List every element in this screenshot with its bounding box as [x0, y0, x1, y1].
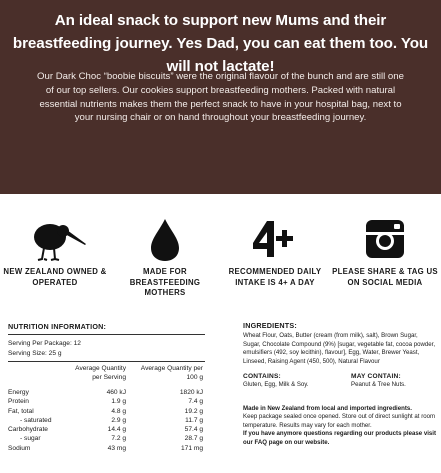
feature-label: NEW ZEALAND OWNED & OPERATED [3, 267, 107, 287]
ingredients-text: Wheat Flour, Oats, Butter (cream (from milk), salt), Brown Sugar, Sugar, Chocolate Compound (9%) [sugar, vegetable fat, cocoa powder, emulsifiers (492, soy lecithin), flavour], Egg, Water, Brewer Yeast, Linseed, Raising Agent (450, 500), Natural Flavour [243, 332, 436, 365]
per-100g-value: 19.2 g [184, 407, 203, 415]
per-serving-value: 1.9 g [111, 398, 126, 406]
nutrition-rows [8, 388, 205, 453]
per-serving-value: 2.9 g [111, 416, 126, 424]
instagram-icon[interactable] [330, 217, 440, 263]
storage-note: Keep package sealed once opened. Store out of direct sunlight at room temperature. Results may vary for each mother. [243, 413, 436, 429]
contains-title: CONTAINS: [243, 373, 281, 381]
per-100g-value: 171 mg [181, 444, 203, 452]
made-in-note: Made in New Zealand from local and imported ingredients. [243, 405, 412, 413]
nutrient-name: Protein [8, 398, 29, 406]
per-100g-value: 11.7 g [185, 416, 203, 424]
kiwi-bird-icon [0, 217, 110, 263]
hero-title: An ideal snack to support new Mums and their breastfeeding journey. Yes Dad, you can eat them too. You will not lactate! [12, 12, 429, 75]
four-plus-icon [220, 217, 330, 263]
per-100g-value: 28.7 g [184, 435, 203, 443]
nutrient-name: Energy [8, 389, 29, 396]
per-100g-value: 1820 kJ [179, 389, 203, 396]
per-100g-value: 7.4 g [188, 398, 203, 406]
ingredients-title: INGREDIENTS: [243, 321, 297, 330]
table-row [8, 444, 205, 453]
table-row [8, 388, 205, 397]
feature-label: MADE FOR BREASTFEEDING MOTHERS [129, 267, 201, 297]
may-contain-block [351, 373, 406, 390]
per-serving-value: 4.8 g [111, 407, 126, 415]
per-serving-value: 7.2 g [111, 435, 126, 443]
faq-note[interactable]: If you have anymore questions regarding our products please visit our FAQ page on our website. [243, 430, 437, 446]
milk-drop-icon [110, 217, 220, 263]
divider [8, 334, 205, 335]
nutrition-panel [8, 322, 205, 453]
table-row [8, 397, 205, 406]
feature-label: PLEASE SHARE & TAG US ON SOCIAL MEDIA [332, 267, 438, 287]
hero-banner [0, 0, 441, 194]
servings-per-package: Serving Per Package: 12 [8, 340, 81, 347]
may-contain-text: Peanut & Tree Nuts. [351, 381, 406, 389]
col-per-100g-header: Average Quantity per 100 g [140, 365, 203, 381]
serving-size: Serving Size: 25 g [8, 349, 62, 357]
table-row [8, 425, 205, 434]
contains-text: Gluten, Egg, Milk & Soy. [243, 381, 309, 389]
ingredients-panel [243, 322, 437, 447]
per-serving-value: 43 mg [107, 444, 126, 452]
col-per-serving-header: Average Quantity per Serving [75, 365, 126, 381]
may-contain-title: MAY CONTAIN: [351, 373, 401, 381]
nutrient-name: - sugar [20, 435, 41, 443]
table-row [8, 434, 205, 443]
nutrition-title: NUTRITION INFORMATION: [8, 322, 107, 331]
per-serving-value: 460 kJ [106, 389, 126, 396]
nutrient-name: Sodium [8, 444, 31, 452]
per-serving-value: 14.4 g [107, 426, 126, 434]
nutrient-name: Fat, total [8, 407, 34, 415]
nutrient-name: Carbohydrate [8, 426, 48, 434]
feature-row [0, 205, 441, 305]
allergen-info [243, 373, 437, 399]
table-row [8, 407, 205, 416]
product-notes [243, 405, 437, 447]
hero-description: Our Dark Choc “boobie biscuits” were the original flavour of the bunch and are still one of our top sellers. Our cookies support breastfeeding mothers. Packed with natural essential nutrients makes them the perfect snack to have in your hospital bag, next to your nursing chair or on hand throughout your breastfeeding journey. [37, 71, 404, 124]
feature-label: RECOMMENDED DAILY INTAKE IS 4+ A DAY [228, 267, 322, 287]
nutrition-table-header [8, 361, 205, 383]
table-row [8, 416, 205, 425]
contains-block [243, 373, 309, 390]
nutrient-name: - saturated [20, 416, 52, 424]
per-100g-value: 57.4 g [184, 426, 203, 434]
